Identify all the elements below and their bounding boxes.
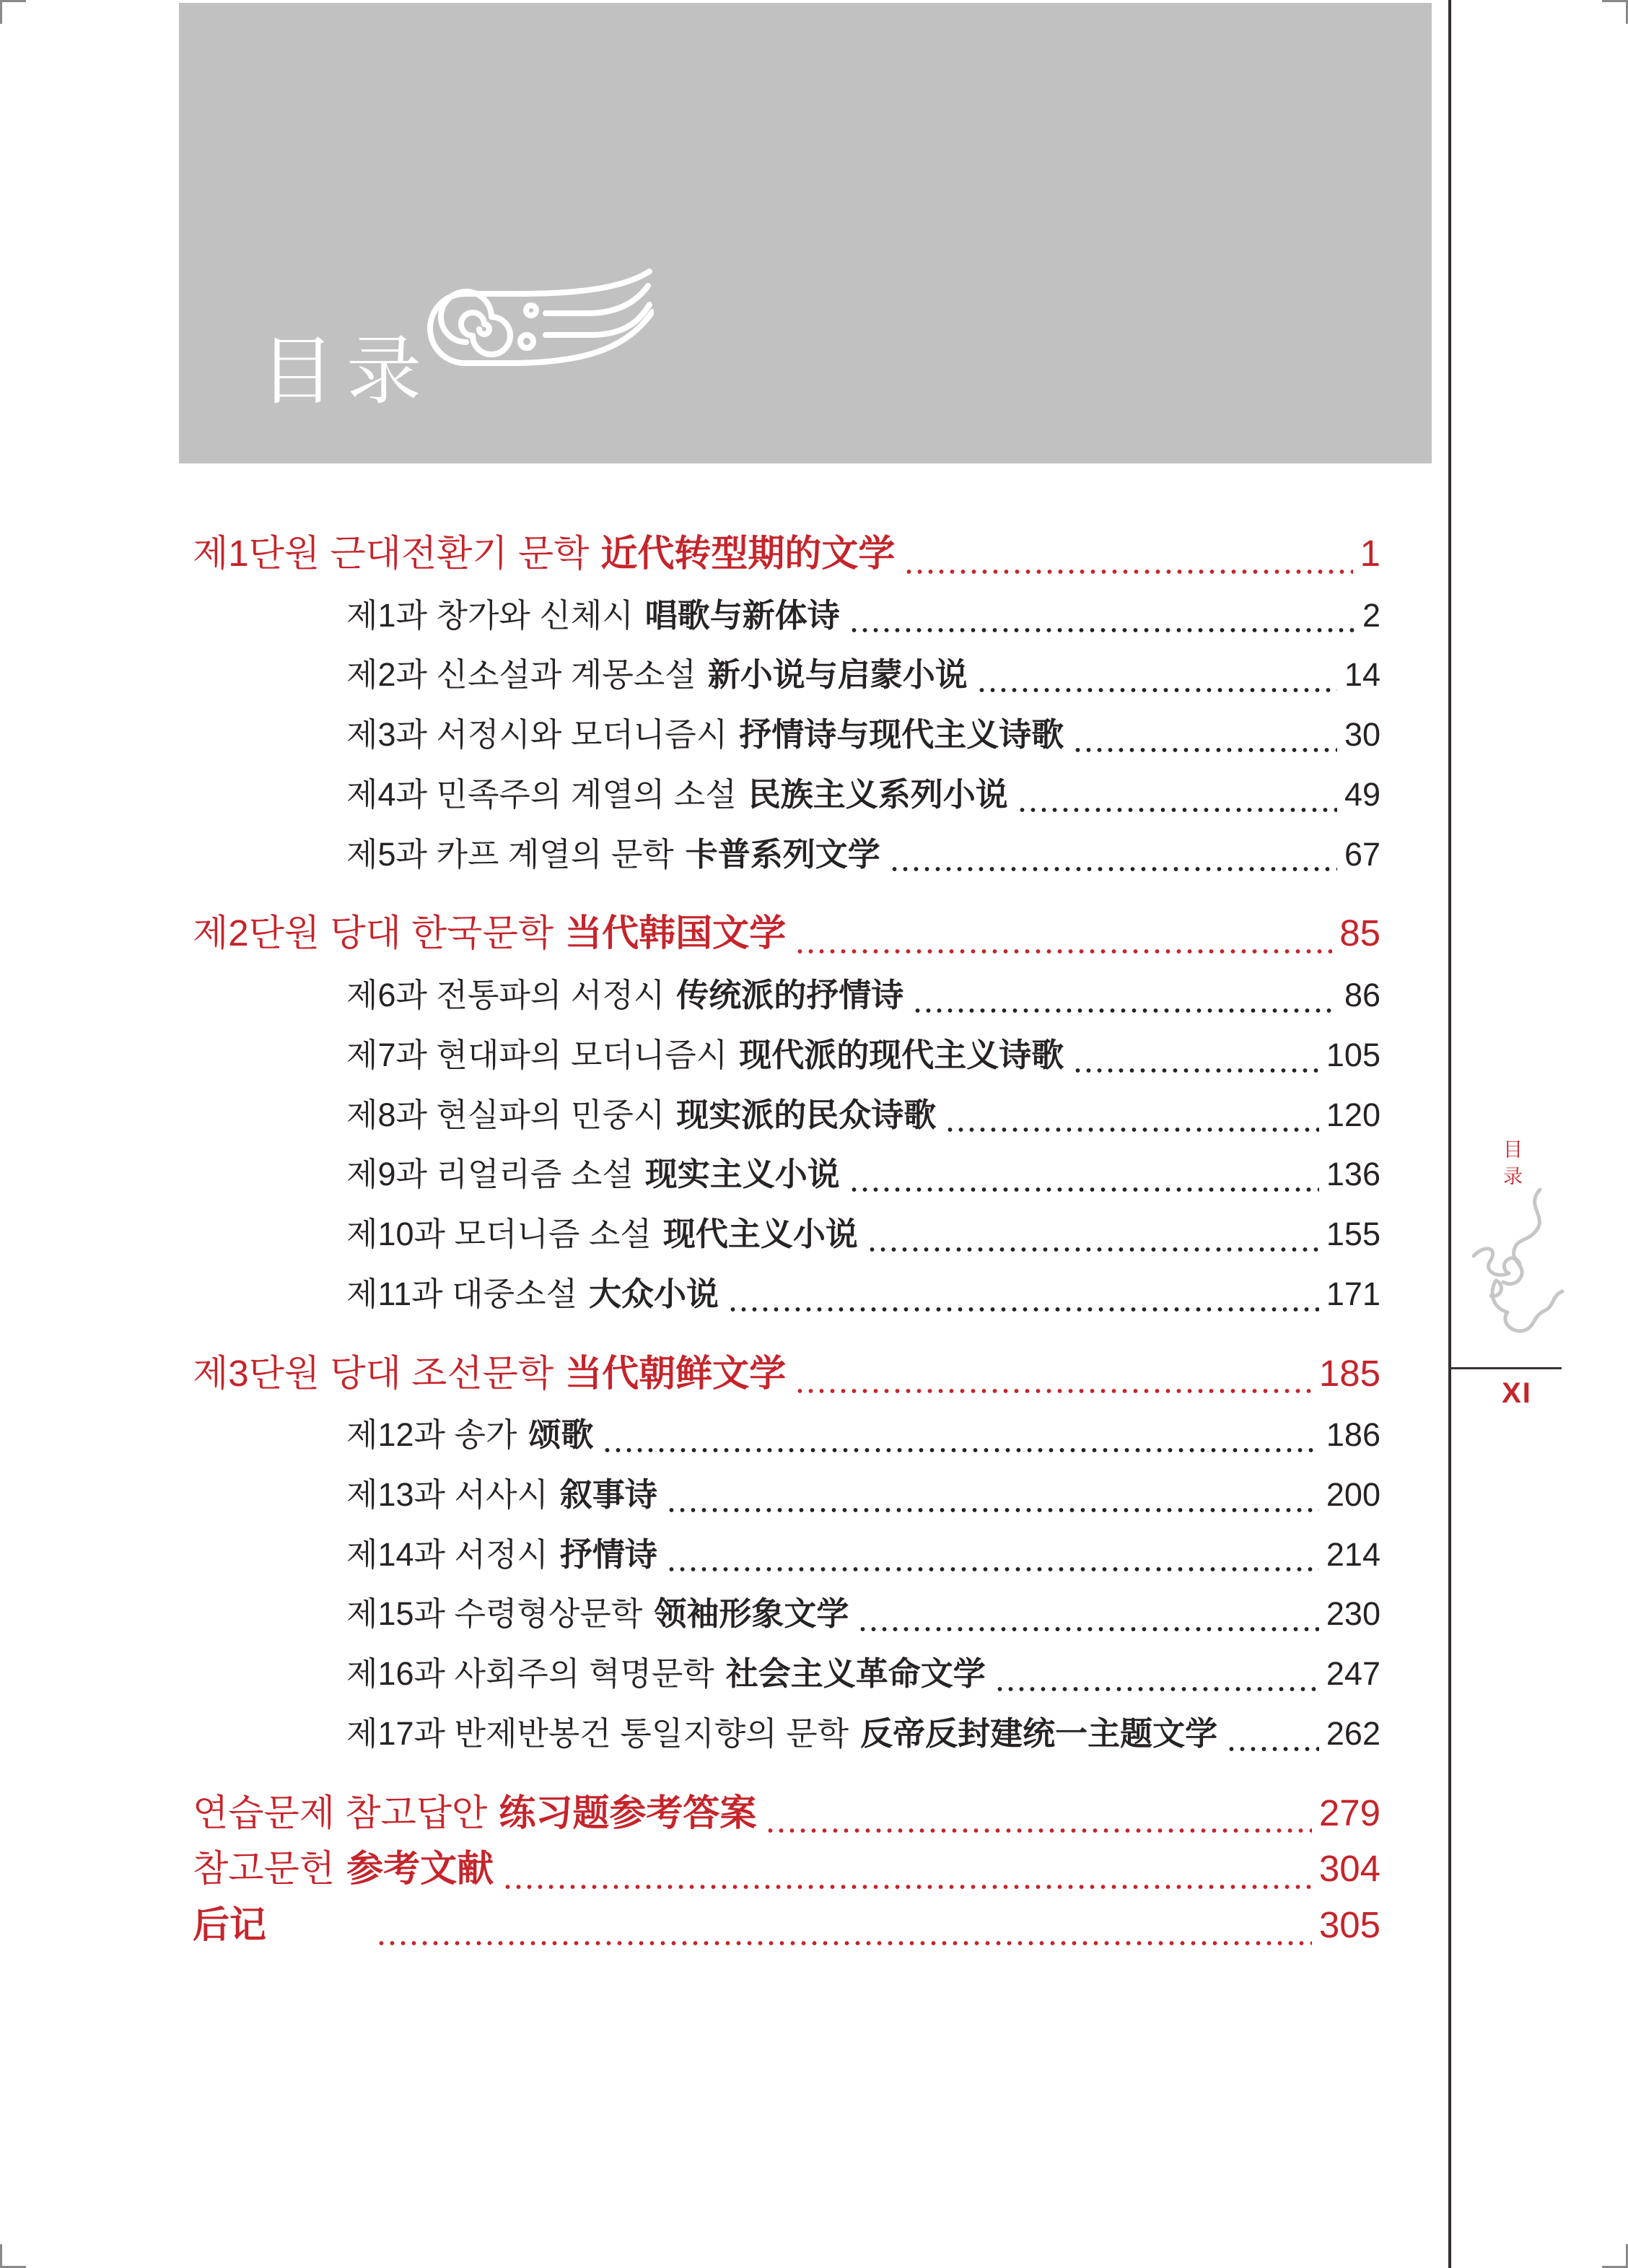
toc-lesson-row — [193, 1156, 1380, 1193]
toc-row-chinese: 现代主义小说 — [662, 1216, 858, 1253]
toc-row-chinese: 后记 — [193, 1903, 267, 1945]
toc-row-labels — [346, 1096, 936, 1134]
dot-leader — [1017, 806, 1337, 814]
toc-row-korean: 제14과 서정시 — [346, 1535, 548, 1573]
toc-lesson-row — [193, 977, 1380, 1014]
toc-row-korean: 제5과 카프 계열의 문학 — [346, 835, 674, 873]
dot-leader — [1226, 1745, 1319, 1753]
toc-row-labels — [346, 1275, 719, 1313]
toc-row-page-number: 105 — [1326, 1036, 1380, 1073]
dot-leader — [976, 686, 1337, 694]
toc-lesson-row — [193, 1848, 1380, 1890]
flame-ornament-icon — [1452, 1185, 1578, 1353]
toc-row-chinese: 参考文献 — [346, 1848, 494, 1890]
toc-row-page-number: 67 — [1344, 835, 1380, 873]
toc-row-page-number: 14 — [1344, 656, 1380, 694]
toc-row-labels — [346, 977, 903, 1014]
toc-row-labels — [346, 597, 840, 634]
sidebar-vertical-rule — [1448, 0, 1451, 2268]
dot-leader — [912, 1007, 1337, 1014]
toc-lesson-row — [193, 1216, 1380, 1253]
toc-row-page-number: 49 — [1344, 775, 1380, 813]
toc-heading-page-number: 85 — [1339, 912, 1380, 954]
toc-row-labels — [346, 1216, 858, 1253]
crop-mark-top-left — [0, 0, 26, 2]
toc-heading-page-number: 1 — [1360, 533, 1380, 574]
toc-row-page-number: 136 — [1326, 1156, 1380, 1193]
toc-sections — [193, 533, 1380, 1753]
toc-lesson-row — [193, 1715, 1380, 1753]
toc-row-chinese: 抒情诗 — [559, 1535, 657, 1573]
toc-lesson-row — [193, 836, 1380, 873]
toc-row-korean: 제3과 서정시와 모더니즘시 — [346, 716, 728, 754]
toc-heading-labels — [193, 1353, 786, 1395]
toc-lesson-row — [193, 716, 1380, 754]
toc-row-labels — [346, 1416, 593, 1454]
toc-row-chinese: 社会主义革命文学 — [725, 1655, 986, 1693]
toc-row-korean: 제11과 대중소설 — [346, 1275, 578, 1312]
toc-row-korean: 제8과 현실파의 민중시 — [346, 1096, 665, 1133]
toc-row-labels — [346, 1595, 849, 1633]
dot-leader — [1072, 746, 1337, 754]
toc-row-labels — [346, 836, 880, 873]
dot-leader — [994, 1685, 1319, 1693]
toc-section — [193, 912, 1380, 1312]
toc-row-page-number: 171 — [1326, 1275, 1380, 1312]
toc-lesson-row — [193, 1792, 1380, 1835]
toc-heading-labels — [193, 912, 786, 955]
crop-mark-bottom-left — [0, 2244, 2, 2268]
toc-row-page-number: 305 — [1318, 1903, 1380, 1945]
dot-leader — [727, 1306, 1319, 1313]
toc-row-labels — [346, 1476, 657, 1514]
dot-leader — [849, 1186, 1319, 1193]
toc-row-labels — [346, 656, 968, 694]
toc-section-heading — [193, 1353, 1380, 1395]
toc-row-korean: 제16과 사회주의 혁명문학 — [346, 1655, 714, 1693]
toc-lesson-row — [193, 1476, 1380, 1514]
dot-leader — [765, 1827, 1312, 1834]
sidebar-horizontal-rule — [1448, 1367, 1562, 1369]
dot-leader — [849, 627, 1355, 634]
toc-heading-page-number: 185 — [1318, 1352, 1380, 1394]
toc-row-labels — [346, 716, 1064, 754]
dot-leader — [945, 1126, 1319, 1133]
toc-row-labels — [346, 1536, 657, 1574]
toc-heading-labels — [193, 533, 895, 575]
dot-leader — [666, 1566, 1319, 1573]
toc-row-chinese: 叙事诗 — [559, 1475, 657, 1513]
toc-row-korean: 참고문헌 — [193, 1848, 336, 1890]
toc-section — [193, 533, 1380, 873]
toc-row-labels — [346, 1655, 986, 1693]
toc-lesson-row — [193, 1655, 1380, 1693]
toc-row-korean: 제13과 서사시 — [346, 1475, 548, 1513]
dot-leader — [857, 1626, 1319, 1633]
toc-lesson-row — [193, 1416, 1380, 1454]
toc-row-labels — [346, 776, 1008, 814]
toc-section — [193, 1353, 1380, 1753]
toc-lesson-row — [193, 1275, 1380, 1313]
toc-row-korean: 제1과 창가와 신체시 — [346, 596, 634, 634]
toc-row-korean: 제15과 수령형상문학 — [346, 1595, 643, 1633]
table-of-contents — [193, 533, 1380, 1960]
toc-row-page-number: 214 — [1326, 1535, 1380, 1573]
dot-leader — [602, 1447, 1318, 1454]
toc-heading-korean: 제3단원 당대 조선문학 — [193, 1352, 554, 1394]
toc-row-labels — [346, 1715, 1217, 1753]
toc-row-chinese: 现代派的现代主义诗歌 — [739, 1036, 1064, 1073]
toc-section-heading — [193, 912, 1380, 955]
crop-mark-top-right — [1602, 0, 1628, 2]
toc-row-korean: 제17과 반제반봉건 통일지향의 문학 — [346, 1714, 849, 1752]
dot-leader — [795, 1387, 1312, 1395]
toc-row-chinese: 现实派的民众诗歌 — [676, 1096, 937, 1133]
toc-row-chinese: 现实主义小说 — [644, 1156, 840, 1193]
toc-lesson-row — [193, 776, 1380, 814]
toc-row-page-number: 230 — [1326, 1595, 1380, 1633]
toc-row-chinese: 传统派的抒情诗 — [676, 977, 904, 1014]
toc-heading-chinese: 当代朝鲜文学 — [565, 1352, 787, 1394]
toc-row-page-number: 86 — [1344, 977, 1380, 1014]
toc-lesson-row — [193, 1096, 1380, 1134]
toc-row-labels — [193, 1792, 756, 1835]
toc-row-chinese: 卡普系列文学 — [685, 835, 880, 873]
toc-row-page-number: 155 — [1326, 1216, 1380, 1253]
toc-row-labels — [193, 1904, 367, 1947]
dot-leader — [867, 1246, 1319, 1253]
toc-row-page-number: 279 — [1318, 1792, 1380, 1833]
wing-ornament-icon — [408, 269, 654, 395]
toc-row-korean: 제4과 민족주의 계열의 소설 — [346, 775, 737, 813]
toc-row-chinese: 领袖形象文学 — [654, 1595, 849, 1633]
toc-row-chinese: 颂歌 — [528, 1416, 594, 1454]
toc-heading-korean: 제2단원 당대 한국문학 — [193, 912, 554, 954]
toc-row-korean: 제2과 신소설과 계몽소설 — [346, 656, 696, 694]
toc-row-labels — [346, 1156, 840, 1193]
toc-row-page-number: 120 — [1326, 1096, 1380, 1133]
toc-row-korean: 제9과 리얼리즘 소설 — [346, 1156, 634, 1193]
toc-row-page-number: 2 — [1362, 596, 1380, 634]
toc-heading-chinese: 当代韩国文学 — [565, 912, 787, 954]
dot-leader — [795, 948, 1332, 955]
toc-row-page-number: 30 — [1344, 716, 1380, 754]
toc-row-chinese: 反帝反封建统一主题文学 — [860, 1714, 1218, 1752]
toc-section-heading — [193, 533, 1380, 575]
dot-leader — [376, 1940, 1312, 1947]
toc-row-page-number: 186 — [1326, 1416, 1380, 1454]
toc-row-chinese: 大众小说 — [589, 1275, 719, 1312]
toc-row-page-number: 200 — [1326, 1475, 1380, 1513]
toc-lesson-list — [193, 597, 1380, 873]
toc-row-page-number: 304 — [1318, 1848, 1380, 1890]
dot-leader — [889, 865, 1337, 873]
toc-heading-korean: 제1단원 근대전환기 문학 — [193, 533, 590, 574]
toc-lesson-row — [193, 1536, 1380, 1574]
toc-row-korean: 제6과 전통파의 서정시 — [346, 977, 665, 1014]
toc-row-labels — [193, 1848, 494, 1890]
toc-row-page-number: 247 — [1326, 1655, 1380, 1693]
toc-row-korean: 연습문제 참고답안 — [193, 1792, 488, 1833]
toc-row-korean: 제7과 현대파의 모더니즘시 — [346, 1036, 728, 1073]
dot-leader — [1072, 1067, 1319, 1074]
toc-footer — [193, 1792, 1380, 1947]
crop-mark-top-left — [0, 0, 2, 24]
toc-lesson-row — [193, 656, 1380, 694]
toc-row-chinese: 民族主义系列小说 — [748, 775, 1008, 813]
toc-lesson-row — [193, 597, 1380, 634]
toc-lesson-row — [193, 1904, 1380, 1947]
toc-row-korean: 제10과 모더니즘 소설 — [346, 1216, 652, 1253]
toc-row-page-number: 262 — [1326, 1714, 1380, 1752]
toc-heading-chinese: 近代转型期的文学 — [600, 533, 896, 574]
toc-lesson-list — [193, 1416, 1380, 1753]
dot-leader — [903, 568, 1352, 575]
toc-row-chinese: 唱歌与新体诗 — [644, 596, 840, 634]
toc-row-chinese: 新小说与启蒙小说 — [707, 656, 968, 694]
toc-row-chinese: 抒情诗与现代主义诗歌 — [739, 716, 1064, 754]
toc-row-labels — [346, 1037, 1064, 1074]
header-banner — [179, 3, 1432, 463]
dot-leader — [666, 1506, 1319, 1514]
toc-lesson-list — [193, 977, 1380, 1313]
page-title: 目录 — [260, 327, 434, 415]
toc-lesson-row — [193, 1595, 1380, 1633]
toc-lesson-row — [193, 1037, 1380, 1074]
sidebar-vertical-label: 目录 — [1500, 1139, 1522, 1192]
sidebar-page-number: XI — [1502, 1377, 1532, 1409]
toc-row-chinese: 练习题参考答案 — [499, 1792, 757, 1833]
dot-leader — [502, 1883, 1312, 1890]
toc-row-korean: 제12과 송가 — [346, 1416, 517, 1454]
